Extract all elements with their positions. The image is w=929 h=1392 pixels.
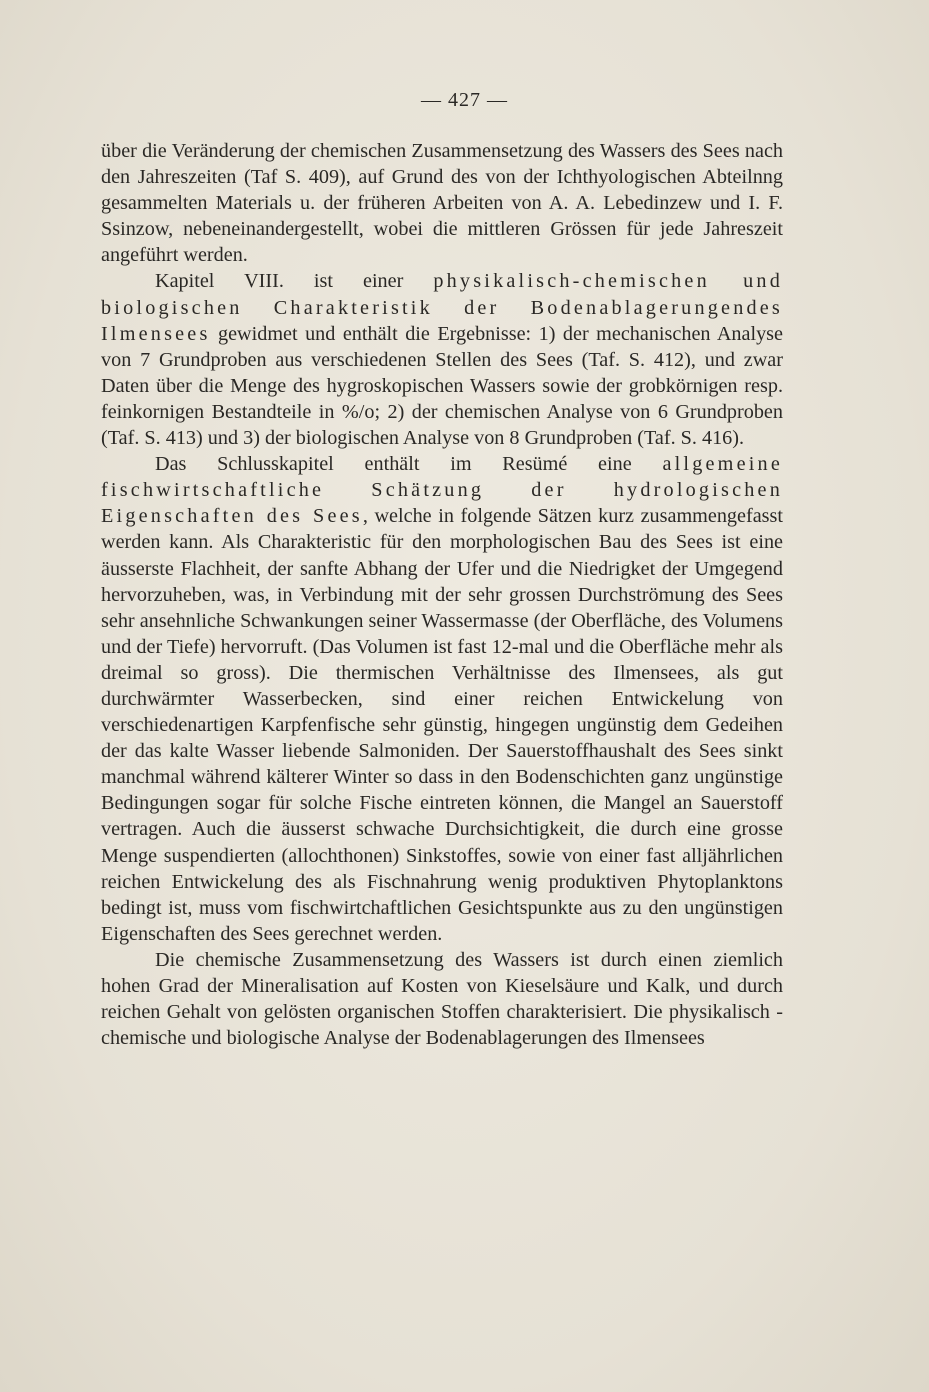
body-text <box>101 138 783 1051</box>
paragraph-3-spaced-phrase: allgemeine fischwirtschaftliche Schätzung der hydrologischen Eigenschaften des Sees <box>101 453 783 528</box>
paragraph-3-lead: Das Schlusskapitel enthält im Resümé eine <box>155 453 663 476</box>
paragraph-2-rest: gewidmet und enthält die Ergebnisse: 1) der mechanischen Analyse von 7 Grundproben aus verschiedenen Stellen des Sees (Taf. S. 412), und zwar Daten über die Menge des hygroskopischen Wassers sowie der grobkörnigen resp. feinkornigen Bestandteile in %/o; 2) der chemischen Analyse von 6 Grundproben (Taf. S. 413) und 3) der biologischen Analyse von 8 Grundproben (Taf. S. 416). <box>101 322 783 450</box>
paragraph-1: über die Veränderung der chemischen Zusammensetzung des Wassers des Sees nach den Jahreszeiten (Taf S. 409), auf Grund des von der Ichthyologischen Abteilnng gesammelten Materials u. der früheren Arbeiten von A. A. Lebedinzew und I. F. Ssinzow, nebeneinandergestellt, wobei die mittleren Grössen für jede Jahreszeit angeführt werden. <box>101 140 783 267</box>
paragraph-3 <box>101 451 783 947</box>
paragraph-2 <box>101 268 783 451</box>
page-number: — 427 — <box>421 89 508 111</box>
paragraph-2-spaced-phrase: physikalisch-chemischen und biologischen Charakteristik der Bodenablagerungendes Ilmensees <box>101 270 783 345</box>
paragraph-3-rest: , welche in folgende Sätzen kurz zusammengefasst werden kann. Als Charakteristic für den morphologischen Bau des Sees ist eine äusserste Flachheit, der sanfte Abhang der Ufer und die Niedrigket der Umgegend hervorzuheben, was, in Verbindung mit der sehr grossen Durchströmung des Sees sehr ansehnliche Schwankungen seiner Wassermasse (der Oberfläche, des Volumens und der Tiefe) hervorruft. (Das Volumen ist fast 12-mal und die Oberfläche mehr als dreimal so gross). Die thermischen Verhältnisse des Ilmensees, als gut durchwärmter Wasserbecken, sind einer reichen Entwickelung von verschiedenartigen Karpfenfische sehr günstig, hingegen ungünstig dem Gedeihen der das kalte Wasser liebende Salmoniden. Der Sauerstoffhaushalt des Sees sinkt manchmal während kälterer Winter so dass in den Bodenschichten ganz ungünstige Bedingungen sogar für solche Fische eintreten können, die Mangel an Sauerstoff vertragen. Auch die äusserst schwache Durchsichtigkeit, die durch eine grosse Menge suspendierten (allochthonen) Sinkstoffes, sowie von einer fast alljährlichen reichen Entwickelung des als Fischnahrung wenig produktiven Phytoplanktons bedingt ist, muss vom fischwirtchaftlichen Gesichtspunkte aus zu den ungünstigen Eigenschaften des Sees gerechnet werden. <box>101 505 783 945</box>
paragraph-2-lead: Kapitel VIII. ist einer <box>155 270 434 293</box>
paragraph-4: Die chemische Zusammensetzung des Wassers ist durch einen ziemlich hohen Grad der Mineralisation auf Kosten von Kieselsäure und Kalk, und durch reichen Gehalt von gelösten organischen Stoffen charakterisiert. Die physikalisch - chemische und biologische Analyse der Bodenablagerungen des Ilmensees <box>101 948 783 1050</box>
